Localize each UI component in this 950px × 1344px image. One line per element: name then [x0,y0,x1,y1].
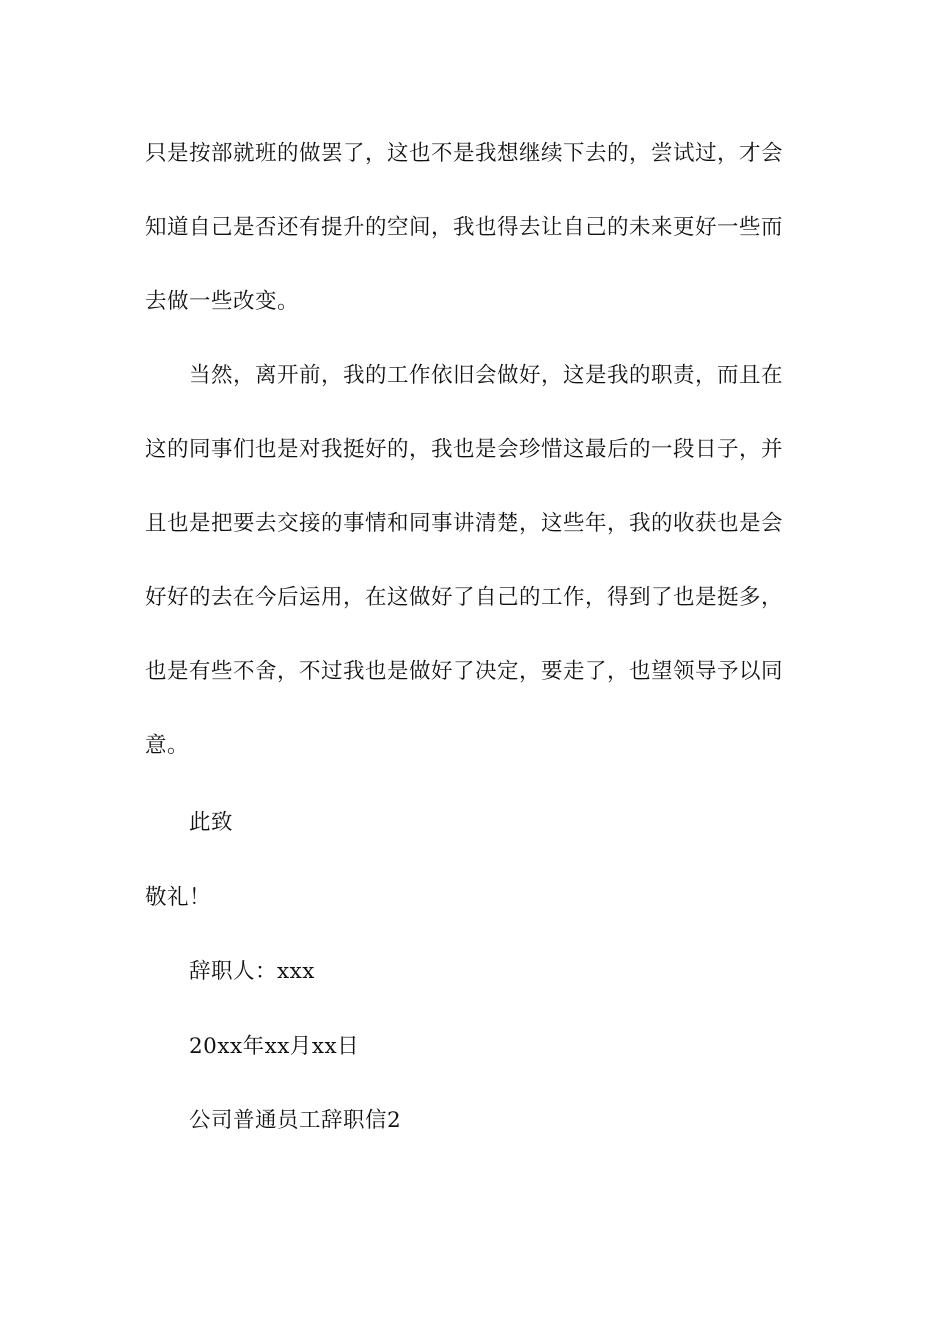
paragraph-1-line-3: 去做一些改变。 [145,289,300,314]
paragraph-2-line-1: 当然，离开前，我的工作依旧会做好，这是我的职责，而且在 [189,363,784,388]
paragraph-2-line-6: 意。 [145,733,190,758]
paragraph-1-line-2: 知道自己是否还有提升的空间，我也得去让自己的未来更好一些而 [145,215,784,240]
paragraph-2-line-3: 且也是把要去交接的事情和同事讲清楚，这些年，我的收获也是会 [145,511,784,536]
paragraph-2-line-5: 也是有些不舍，不过我也是做好了决定，要走了，也望领导予以同 [145,659,784,684]
signature: 辞职人：xxx [189,959,315,984]
paragraph-2-line-4: 好好的去在今后运用，在这做好了自己的工作，得到了也是挺多， [145,585,784,610]
closing-phrase: 此致 [189,810,234,835]
salute: 敬礼！ [145,885,212,910]
next-letter-title: 公司普通员工辞职信2 [189,1108,402,1133]
paragraph-1-line-1: 只是按部就班的做罢了，这也不是我想继续下去的，尝试过，才会 [145,141,784,166]
date: 20xx年xx月xx日 [189,1034,360,1059]
paragraph-2-line-2: 这的同事们也是对我挺好的，我也是会珍惜这最后的一段日子，并 [145,437,784,462]
